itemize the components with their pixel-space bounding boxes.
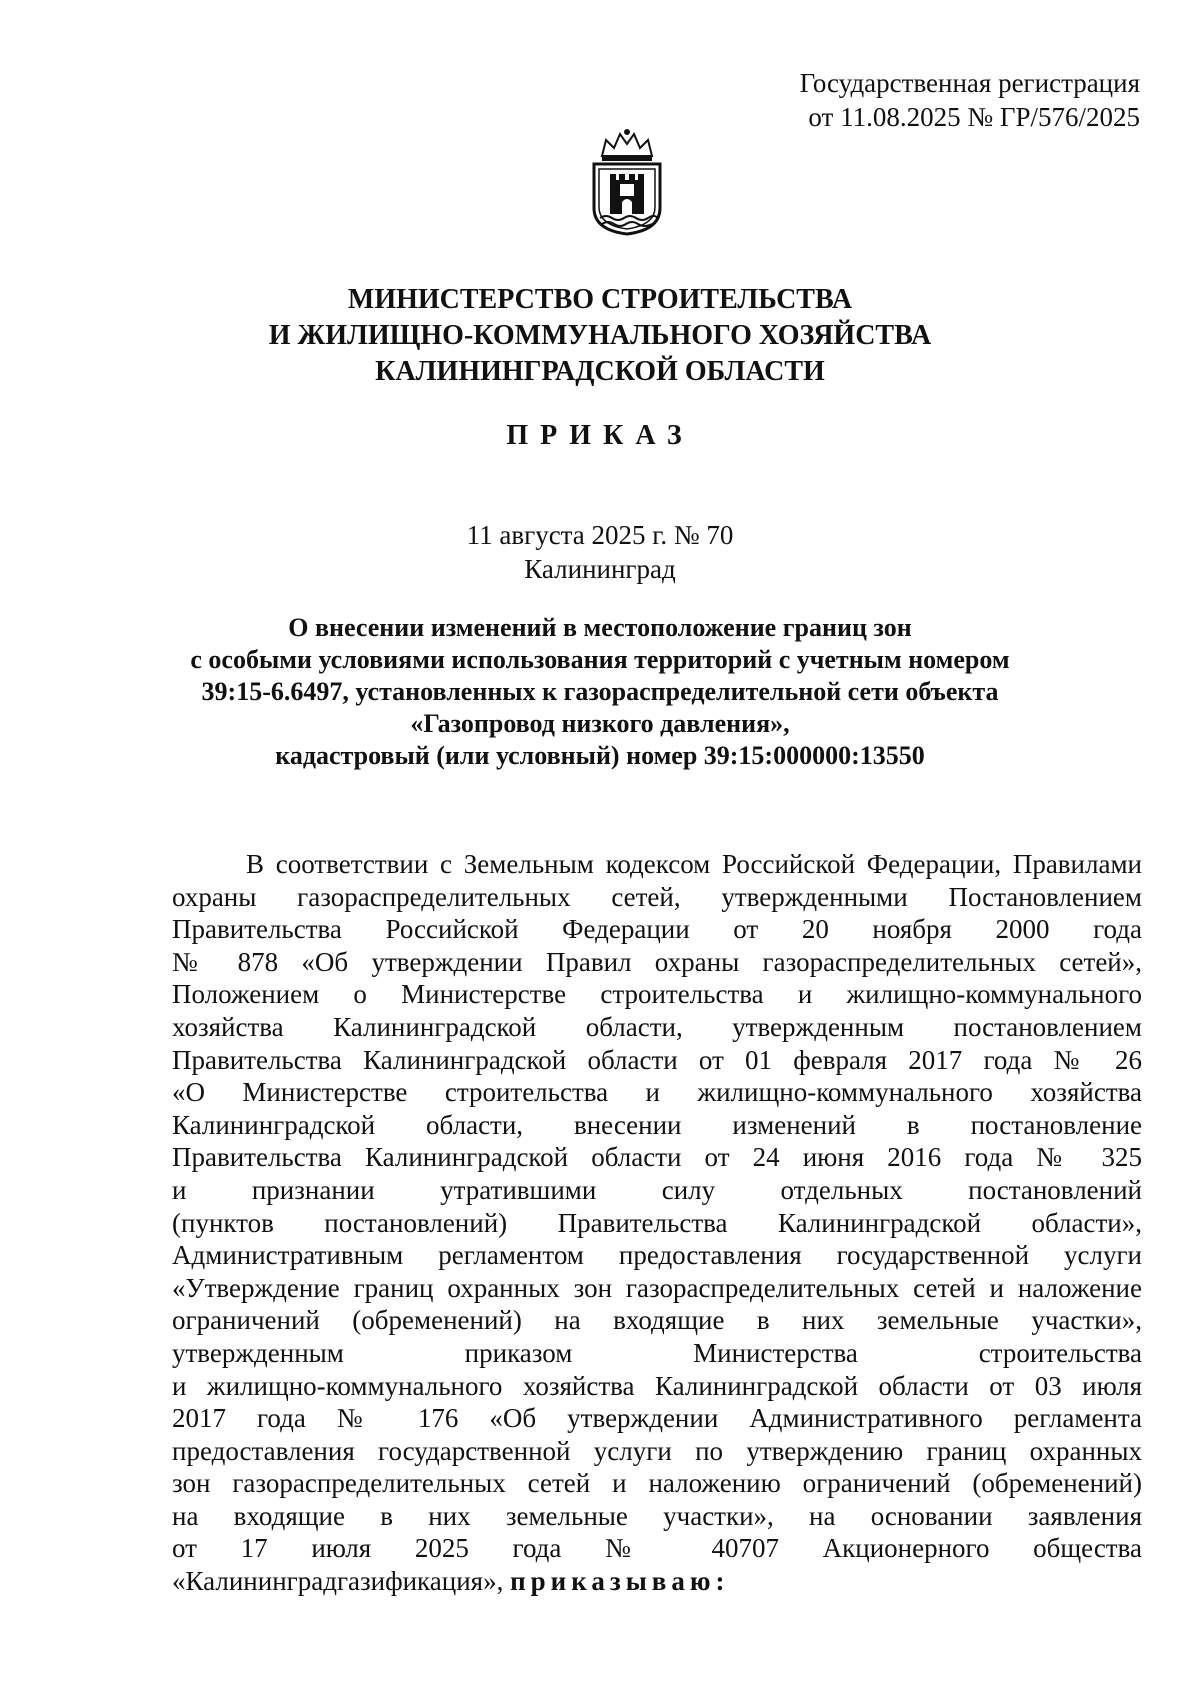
subject-line-5: кадастровый (или условный) номер 39:15:000000:13550 <box>275 741 925 770</box>
body-line: и признании утратившими силу отдельных постановлений <box>172 1174 1142 1205</box>
registration-stamp <box>800 66 1140 134</box>
body-line: от 17 июля 2025 года № 40707 Акционерного общества <box>172 1533 1142 1564</box>
order-date-number: 11 августа 2025 г. № 70 <box>466 520 734 550</box>
subject-line-2: с особыми условиями использования территорий с учетным номером <box>190 645 1010 674</box>
order-place: Калининград <box>524 554 676 584</box>
date-and-place <box>0 518 1200 586</box>
subject-line-4: «Газопровод низкого давления», <box>410 709 790 738</box>
body-line: и жилищно-коммунального хозяйства Калининградской области от 03 июля <box>172 1370 1142 1401</box>
body-line: «О Министерстве строительства и жилищно-коммунального хозяйства <box>172 1077 1142 1108</box>
body-line: Правительства Калининградской области от 24 июня 2016 года № 325 <box>172 1142 1142 1173</box>
body-line: зон газораспределительных сетей и наложению ограничений (обременений) <box>172 1468 1142 1499</box>
body-final-prefix: «Калининградгазификация», <box>172 1566 511 1597</box>
ministry-line-2: И ЖИЛИЩНО-КОММУНАЛЬНОГО ХОЗЯЙСТВА <box>268 320 932 351</box>
body-line: Калининградской области, внесении изменений в постановление <box>172 1109 1142 1140</box>
body-line: охраны газораспределительных сетей, утвержденными Постановлением <box>172 881 1142 912</box>
body-line: ограничений (обременений) на входящие в них земельные участки», <box>172 1305 1142 1336</box>
body-line: № 878 «Об утверждении Правил охраны газораспределительных сетей», <box>172 946 1142 977</box>
registration-title: Государственная регистрация <box>799 68 1140 98</box>
subject-line-3: 39:15-6.6497, установленных к газораспределительной сети объекта <box>201 677 999 706</box>
body-line: Административным регламентом предоставления государственной услуги <box>172 1240 1142 1271</box>
body-paragraph <box>172 848 1142 1598</box>
document-type: ПРИКАЗ <box>506 420 694 451</box>
registration-number: от 11.08.2025 № ГР/576/2025 <box>808 102 1140 132</box>
body-line: 2017 года № 176 «Об утверждении Административного регламента <box>172 1403 1142 1434</box>
body-line: утвержденным приказом Министерства строительства <box>172 1337 1142 1368</box>
body-line: Положением о Министерстве строительства и жилищно-коммунального <box>172 979 1142 1010</box>
body-line: предоставления государственной услуги по утверждению границ охранных <box>172 1435 1142 1466</box>
order-directive: приказываю: <box>510 1566 730 1597</box>
ministry-line-1: МИНИСТЕРСТВО СТРОИТЕЛЬСТВА <box>347 284 853 315</box>
body-line-final <box>172 1565 1142 1598</box>
coat-of-arms-icon <box>588 126 666 236</box>
body-line: В соответствии с Земельным кодексом Российской Федерации, Правилами <box>246 849 1142 879</box>
body-line: на входящие в них земельные участки», на основании заявления <box>172 1500 1142 1531</box>
ministry-line-3: КАЛИНИНГРАДСКОЙ ОБЛАСТИ <box>375 356 825 387</box>
body-line: хозяйства Калининградской области, утвержденным постановлением <box>172 1011 1142 1042</box>
subject-line-1: О внесении изменений в местоположение границ зон <box>288 613 912 642</box>
order-subject <box>0 612 1200 772</box>
body-line: Правительства Российской Федерации от 20 ноября 2000 года <box>172 914 1142 945</box>
ministry-name <box>0 282 1200 390</box>
body-line: «Утверждение границ охранных зон газораспределительных сетей и наложение <box>172 1272 1142 1303</box>
body-line: Правительства Калининградской области от 01 февраля 2017 года № 26 <box>172 1044 1142 1075</box>
body-line: (пунктов постановлений) Правительства Калининградской области», <box>172 1207 1142 1238</box>
